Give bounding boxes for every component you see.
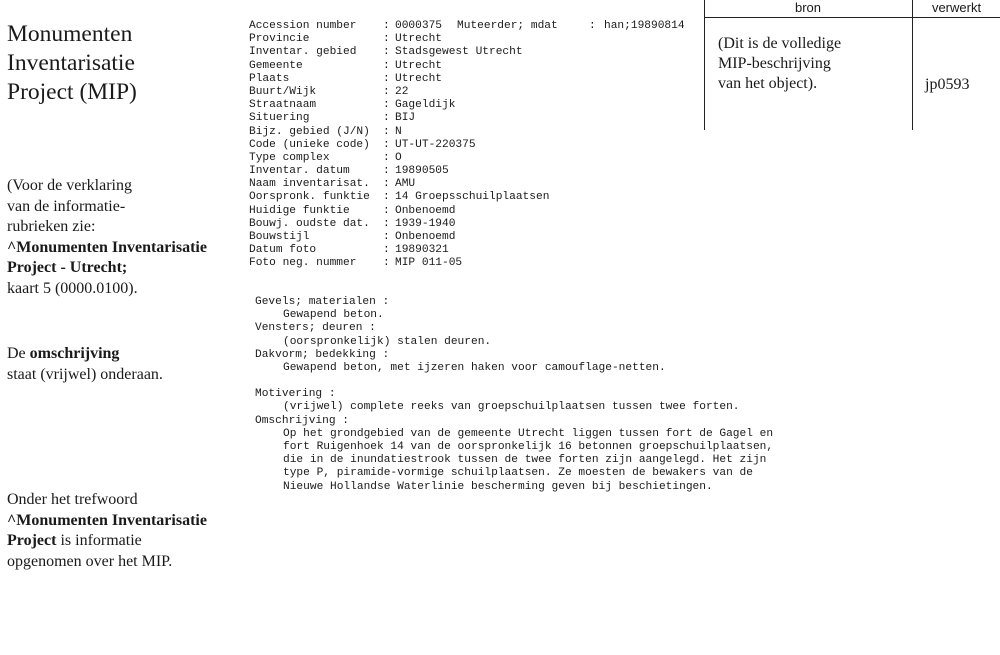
field-colon: : <box>383 46 390 59</box>
field-label: Gemeente <box>249 59 303 72</box>
field-colon: : <box>383 151 390 164</box>
description-note <box>7 344 242 385</box>
note1-tail: kaart 5 (0000.0100). <box>7 279 138 297</box>
field-colon: : <box>383 191 390 204</box>
motivering-value: (vrijwel) complete reeks van groepschuilplaatsen tussen twee forten. <box>283 401 740 414</box>
vensters-value: (oorspronkelijk) stalen deuren. <box>283 335 492 348</box>
field-value: 22 <box>395 85 409 98</box>
note1-bold-1: ^Monumenten Inventarisatie <box>7 238 207 256</box>
field-value: Gageldijk <box>395 99 456 112</box>
bron-line: van het object). <box>718 75 818 92</box>
gevels-value: Gewapend beton. <box>283 309 384 322</box>
muteerder-value: han;19890814 <box>604 20 685 32</box>
field-value: Onbenoemd <box>395 231 456 243</box>
keyword-note <box>7 490 242 572</box>
field-colon: : <box>383 72 390 85</box>
omschrijving-line: Nieuwe Hollandse Waterlinie bescherming geven bij beschietingen. <box>283 480 713 493</box>
field-colon: : <box>383 231 390 243</box>
muteerder-label: Muteerder; mdat <box>457 20 558 32</box>
field-value: 19890321 <box>395 244 449 257</box>
motivering-label: Motivering : <box>255 388 336 401</box>
field-value: AMU <box>395 178 416 191</box>
field-label: Plaats <box>249 72 290 85</box>
field-value: UT-UT-220375 <box>395 138 476 151</box>
field-colon: : <box>383 138 390 151</box>
omschrijving-line: Op het grondgebied van de gemeente Utrecht liggen tussen fort de Gagel en <box>283 427 774 440</box>
field-colon: : <box>383 244 390 257</box>
field-label: Bijz. gebied (J/N) <box>249 125 370 138</box>
field-value: Utrecht <box>395 72 442 85</box>
bron-line: MIP-beschrijving <box>718 55 831 72</box>
note3-rest-2: is informatie <box>56 532 142 549</box>
field-label: Inventar. datum <box>249 165 350 178</box>
box-divider <box>912 0 913 130</box>
field-label: Situering <box>249 112 310 125</box>
field-value: BIJ <box>395 112 416 125</box>
field-colon: : <box>383 59 390 72</box>
field-colon: : <box>383 178 390 191</box>
title-line-1: Monumenten <box>7 21 133 47</box>
dakvorm-label: Dakvorm; bedekking : <box>255 348 390 361</box>
field-label: Straatnaam <box>249 99 317 112</box>
verwerkt-header: verwerkt <box>931 0 982 15</box>
explanation-note <box>7 176 242 299</box>
dakvorm-value: Gewapend beton, met ijzeren haken voor camouflage-netten. <box>283 362 666 375</box>
field-colon: : <box>383 125 390 138</box>
gevels-label: Gevels; materialen : <box>255 296 390 308</box>
object-description <box>255 296 773 494</box>
field-value: Onbenoemd <box>395 204 456 217</box>
note3-bold-1: ^Monumenten Inventarisatie <box>7 511 207 529</box>
field-colon: : <box>383 99 390 112</box>
field-colon: : <box>383 85 390 98</box>
note3-bold-2: Project <box>7 532 57 549</box>
field-label: Type complex <box>249 151 330 164</box>
page-title <box>7 20 237 107</box>
field-label: Naam inventarisat. <box>249 178 370 191</box>
field-label: Foto neg. nummer <box>249 257 357 270</box>
vensters-label: Vensters; deuren : <box>255 322 376 335</box>
bron-line: (Dit is de volledige <box>718 35 842 52</box>
field-label: Inventar. gebied <box>249 46 357 59</box>
note2-prefix: De <box>7 345 30 362</box>
field-label: Oorspronk. funktie <box>249 191 370 204</box>
field-label: Buurt/Wijk <box>249 85 317 98</box>
field-colon: : <box>383 217 390 230</box>
field-value: 1939-1940 <box>395 217 456 230</box>
field-value: O <box>395 151 402 164</box>
note1-bold-2: Project - Utrecht; <box>7 259 128 276</box>
field-colon: : <box>383 33 390 46</box>
field-value: N <box>395 125 402 138</box>
omschrijving-line: fort Ruigenhoek 14 van de oorspronkelijk 16 betonnen groepschuilplaatsen, <box>283 441 774 454</box>
omschrijving-line: type P, piramide-vormige schuilplaatsen. Ze moesten de bewakers van de <box>283 467 753 480</box>
accession-value: 0000375 <box>395 20 442 32</box>
field-colon: : <box>383 112 390 125</box>
field-label: Datum foto <box>249 244 317 257</box>
field-value: 14 Groepsschuilplaatsen <box>395 191 550 204</box>
field-value: Utrecht <box>395 59 442 72</box>
omschrijving-line: die in de inundatiestrook tussen de twee forten zijn aangelegd. Het zijn <box>283 454 767 467</box>
field-colon: : <box>383 20 390 32</box>
note1-line-1: (Voor de verklaring <box>7 177 132 194</box>
field-colon: : <box>383 257 390 270</box>
note1-line-2: van de informatie- <box>7 197 126 215</box>
field-label: Huidige funktie <box>249 204 350 217</box>
note3-line-4: opgenomen over het MIP. <box>7 552 173 570</box>
note2-line-2: staat (vrijwel) onderaan. <box>7 365 163 383</box>
field-value: Utrecht <box>395 33 442 46</box>
field-colon: : <box>383 204 390 217</box>
note2-bold: omschrijving <box>29 345 120 362</box>
field-value: 19890505 <box>395 165 449 178</box>
bron-header: bron <box>794 0 822 15</box>
box-divider <box>704 0 705 130</box>
title-line-3: Project (MIP) <box>7 79 137 105</box>
field-label: Code (unieke code) <box>249 138 370 151</box>
omschrijving-label: Omschrijving : <box>255 414 349 427</box>
verwerkt-code: jp0593 <box>925 76 970 93</box>
field-colon: : <box>383 165 390 178</box>
field-colon: : <box>589 20 596 32</box>
note3-line-1: Onder het trefwoord <box>7 491 138 508</box>
box-divider <box>704 17 1000 18</box>
accession-label: Accession number <box>249 20 357 32</box>
field-label: Provincie <box>249 33 310 46</box>
field-label: Bouwstijl <box>249 231 310 243</box>
note1-line-3: rubrieken zie: <box>7 218 96 235</box>
bron-text <box>718 34 841 94</box>
field-value: MIP 011-05 <box>395 257 463 270</box>
field-value: Stadsgewest Utrecht <box>395 46 523 59</box>
field-label: Bouwj. oudste dat. <box>249 217 370 230</box>
title-line-2: Inventarisatie <box>7 50 135 76</box>
